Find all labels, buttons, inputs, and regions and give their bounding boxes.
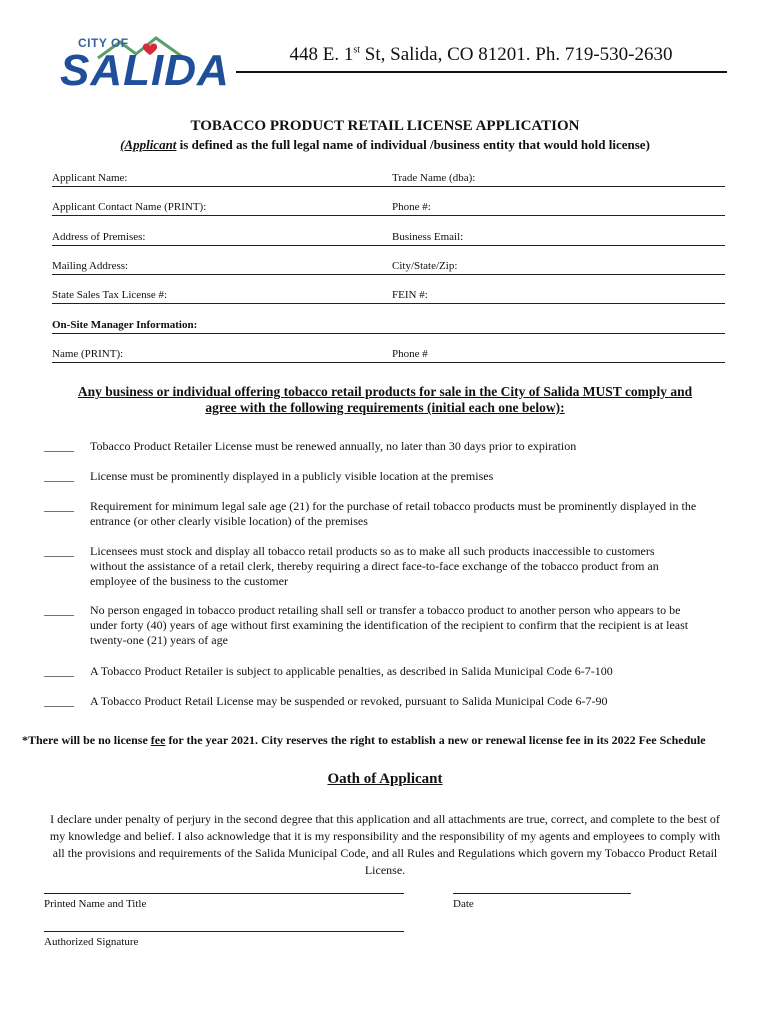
- field-row-manager-heading: [52, 319, 725, 334]
- requirements-heading-line1: Any business or individual offering tobacco retail products for sale in the City of Salida MUST comply and: [77, 384, 693, 399]
- field-label-phone: Phone #:: [392, 201, 431, 213]
- initial-blank[interactable]: _____: [44, 439, 74, 453]
- header-rule: [236, 71, 727, 73]
- field-label-sales-tax-license: State Sales Tax License #:: [52, 289, 168, 301]
- initial-blank[interactable]: _____: [44, 694, 74, 708]
- date-label: Date: [453, 898, 474, 910]
- initial-blank[interactable]: _____: [44, 544, 74, 558]
- authorized-signature-line[interactable]: [44, 931, 404, 932]
- logo-city-of-text: CITY OF: [78, 36, 129, 50]
- requirements-heading-line2: agree with the following requirements (initial each one below):: [205, 400, 565, 415]
- subtitle-term: (Applicant: [120, 137, 177, 152]
- authorized-signature-label: Authorized Signature: [44, 936, 139, 948]
- field-label-mailing-address: Mailing Address:: [52, 260, 129, 272]
- field-label-contact-name: Applicant Contact Name (PRINT):: [52, 201, 207, 213]
- requirement-item: A Tobacco Product Retail License may be suspended or revoked, pursuant to Salida Municipal Code 6-7-90: [90, 694, 608, 708]
- manager-info-heading: On-Site Manager Information:: [52, 319, 198, 331]
- form-title: TOBACCO PRODUCT RETAIL LICENSE APPLICATION: [190, 118, 580, 134]
- initial-blank[interactable]: _____: [44, 499, 74, 513]
- city-logo: [58, 36, 230, 102]
- date-line[interactable]: [453, 893, 631, 894]
- requirement-item: Tobacco Product Retailer License must be renewed annually, no later than 30 days prior to expiration: [90, 439, 577, 453]
- initial-blank[interactable]: _____: [44, 603, 74, 617]
- field-label-fein: FEIN #:: [392, 289, 428, 301]
- field-label-business-email: Business Email:: [392, 231, 464, 243]
- oath-heading: Oath of Applicant: [327, 771, 443, 787]
- printed-name-label: Printed Name and Title: [44, 898, 147, 910]
- field-row-contact[interactable]: [52, 201, 725, 216]
- fee-note: [22, 733, 762, 748]
- field-row-applicant[interactable]: [52, 172, 725, 187]
- logo-salida-text: SALIDA: [60, 46, 230, 95]
- subtitle-rest: is defined as the full legal name of individual /business entity that would hold license): [176, 137, 650, 152]
- initial-blank[interactable]: _____: [44, 664, 74, 678]
- field-label-manager-name: Name (PRINT):: [52, 348, 124, 360]
- field-row-mailing[interactable]: [52, 260, 725, 275]
- initial-blank[interactable]: _____: [44, 469, 74, 483]
- field-row-manager[interactable]: [52, 348, 725, 363]
- city-address: 448 E. 1st St, Salida, CO 81201. Ph. 719-530-2630: [289, 44, 673, 65]
- requirement-item: No person engaged in tobacco product retailing shall sell or transfer a tobacco product to another person who appears to be under forty (40) years of age without first examining the identification of the recipient to confirm that the recipient is at least twenty-one (21) years of age: [90, 603, 689, 647]
- field-label-applicant-name: Applicant Name:: [52, 172, 128, 184]
- field-label-manager-phone: Phone #: [392, 348, 428, 360]
- form-subtitle: [0, 137, 770, 153]
- field-row-address[interactable]: [52, 231, 725, 246]
- requirements-heading: [40, 384, 730, 416]
- requirement-item: Requirement for minimum legal sale age (21) for the purchase of retail tobacco products must be prominently displayed in the entrance (or other clearly visible location) of the premises: [90, 499, 697, 528]
- requirement-item: Licensees must stock and display all tobacco retail products so as to make all such products inaccessible to customers without the assistance of a retail clerk, thereby requiring a direct face-to-face exchange of the tobacco product from an employee of the business to the customer: [90, 544, 659, 588]
- requirement-item: A Tobacco Product Retailer is subject to applicable penalties, as described in Salida Municipal Code 6-7-100: [90, 664, 613, 678]
- oath-text: I declare under penalty of perjury in the second degree that this application and all attachments are true, correct, and complete to the best of my knowledge and belief. I also acknowledge that it is my responsibility and the responsibility of my agents and employees to comply with all the provisions and requirements of the Salida Municipal Code, and all Rules and Regulations which govern my Tobacco Product Retail License.: [49, 812, 721, 877]
- field-label-premises-address: Address of Premises:: [52, 231, 146, 243]
- field-label-trade-name: Trade Name (dba):: [392, 172, 476, 184]
- requirement-item: License must be prominently displayed in a publicly visible location at the premises: [90, 469, 494, 483]
- fee-note-fee-word: fee: [150, 733, 166, 747]
- field-row-tax[interactable]: [52, 289, 725, 304]
- fee-note-part1: *There will be no license: [22, 733, 151, 747]
- printed-name-line[interactable]: [44, 893, 404, 894]
- field-label-city-state-zip: City/State/Zip:: [392, 260, 458, 272]
- fee-note-part2: for the year 2021. City reserves the right to establish a new or renewal license fee in its 2022 Fee Schedule: [165, 733, 706, 747]
